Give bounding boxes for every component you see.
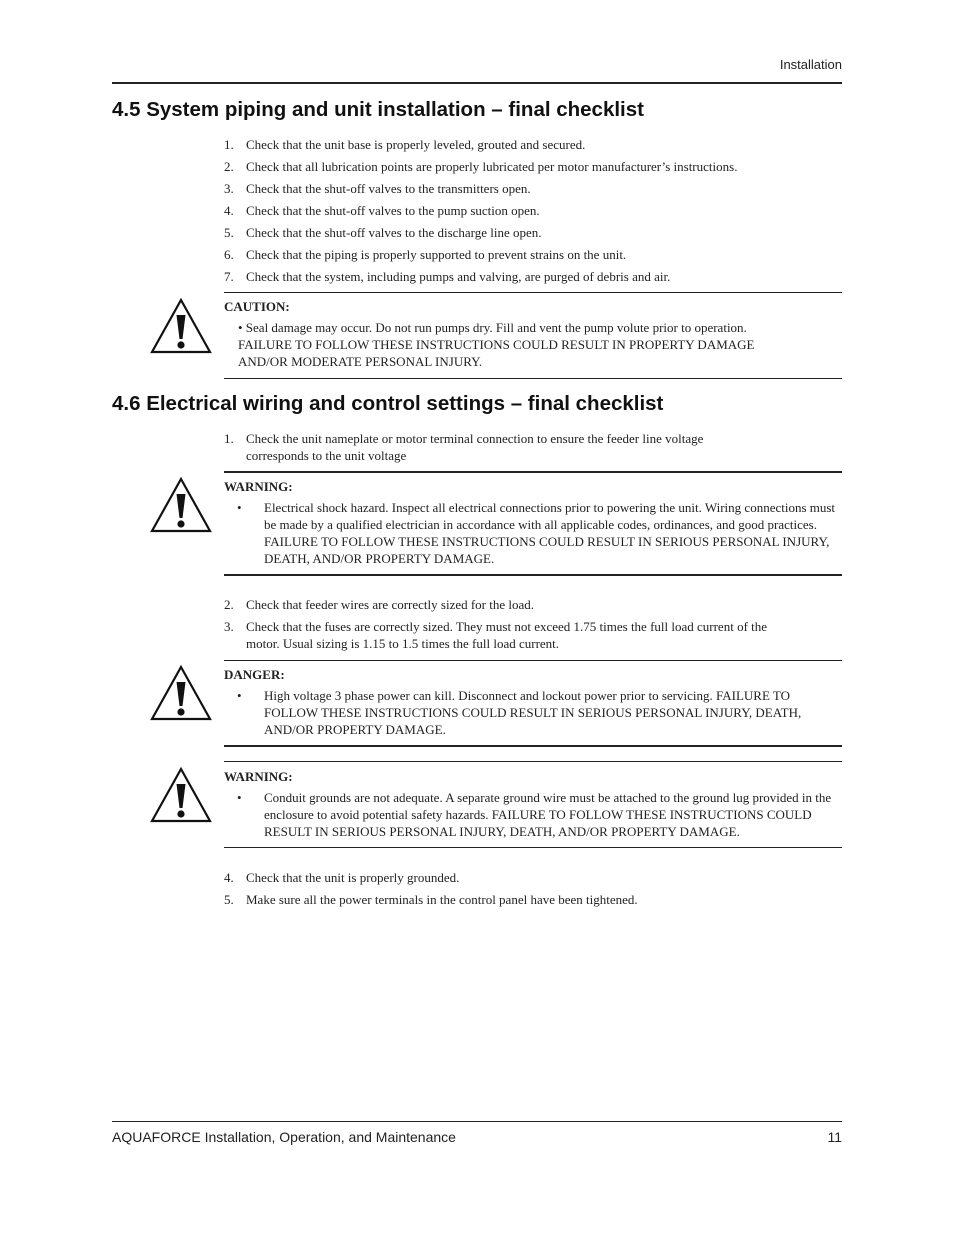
danger-label: DANGER:	[224, 667, 285, 682]
section-4-6-checklist-c	[224, 869, 638, 913]
list-item: • Electrical shock hazard. Inspect all electrical connections prior to powering the unit. Wiring connections must be made by a qualified electrician in accordance with all applicable codes, ordinances, and good practices. FAILURE TO FOLLOW THESE INSTRUCTIONS COULD RESULT IN SERIOUS PERSONAL INJURY, DEATH, AND/OR PROPERTY DAMAGE.	[237, 500, 836, 566]
list-item: 5. Make sure all the power terminals in the control panel have been tightened.	[224, 892, 638, 907]
list-item: 1. Check the unit nameplate or motor terminal connection to ensure the feeder line voltage corresponds to the unit voltage	[224, 431, 704, 463]
caution-bottom-rule	[224, 378, 842, 379]
list-item: 4. Check that the shut-off valves to the pump suction open.	[224, 203, 540, 218]
caution-text-line-1: • Seal damage may occur. Do not run pumps dry. Fill and vent the pump volute prior to operation.	[238, 320, 747, 335]
page-number: 11	[827, 1129, 842, 1145]
warning-triangle-icon	[150, 767, 212, 823]
list-item: • High voltage 3 phase power can kill. Disconnect and lockout power prior to servicing. FAILURE TO FOLLOW THESE INSTRUCTIONS COULD RESULT IN SERIOUS PERSONAL INJURY, DEATH, AND/OR PROPERTY DAMAGE.	[237, 688, 802, 737]
warning-2-notice	[224, 762, 842, 840]
list-item: 6. Check that the piping is properly supported to prevent strains on the unit.	[224, 247, 627, 262]
caution-notice	[224, 292, 842, 370]
caution-label: CAUTION:	[224, 299, 290, 314]
section-4-6-checklist-a	[224, 430, 744, 469]
list-item: • Conduit grounds are not adequate. A separate ground wire must be attached to the ground lug provided in the enclosure to avoid potential safety hazards. FAILURE TO FOLLOW THESE INSTRUCTIONS COULD RESULT IN SERIOUS PERSONAL INJURY, DEATH, AND/OR PROPERTY DAMAGE.	[237, 790, 832, 839]
warning-1-label: WARNING:	[224, 479, 293, 494]
warning-1-bottom-rule	[224, 574, 842, 576]
warning-triangle-icon	[150, 298, 212, 354]
warning-triangle-icon	[150, 665, 212, 721]
section-4-5-title: 4.5 System piping and unit installation – final checklist	[112, 98, 644, 121]
danger-notice	[224, 660, 842, 738]
footer-title: AQUAFORCE Installation, Operation, and Maintenance	[112, 1129, 456, 1145]
warning-1-notice	[224, 472, 842, 567]
caution-text-line-3: AND/OR MODERATE PERSONAL INJURY.	[238, 354, 483, 369]
header-rule	[112, 82, 842, 84]
danger-bottom-rule	[224, 745, 842, 747]
warning-triangle-icon	[150, 477, 212, 533]
list-item: 3. Check that the shut-off valves to the transmitters open.	[224, 181, 531, 196]
running-head: Installation	[779, 57, 842, 72]
list-item: 7. Check that the system, including pumps and valving, are purged of debris and air.	[224, 269, 671, 284]
section-4-6-title: 4.6 Electrical wiring and control settings – final checklist	[112, 392, 664, 415]
warning-2-label: WARNING:	[224, 769, 293, 784]
list-item: 4. Check that the unit is properly grounded.	[224, 870, 460, 885]
warning-2-bottom-rule	[224, 847, 842, 848]
footer-rule	[112, 1121, 842, 1122]
section-4-6-checklist-b	[224, 596, 784, 657]
list-item: 2. Check that all lubrication points are properly lubricated per motor manufacturer’s instructions.	[224, 159, 738, 174]
caution-text-line-2: FAILURE TO FOLLOW THESE INSTRUCTIONS COULD RESULT IN PROPERTY DAMAGE	[238, 337, 755, 352]
list-item: 3. Check that the fuses are correctly sized. They must not exceed 1.75 times the full load current of the motor. Usual sizing is 1.15 to 1.5 times the full load current.	[224, 619, 768, 651]
list-item: 5. Check that the shut-off valves to the discharge line open.	[224, 225, 542, 240]
section-4-5-checklist	[224, 136, 737, 290]
list-item: 1. Check that the unit base is properly leveled, grouted and secured.	[224, 137, 586, 152]
list-item: 2. Check that feeder wires are correctly sized for the load.	[224, 597, 535, 612]
